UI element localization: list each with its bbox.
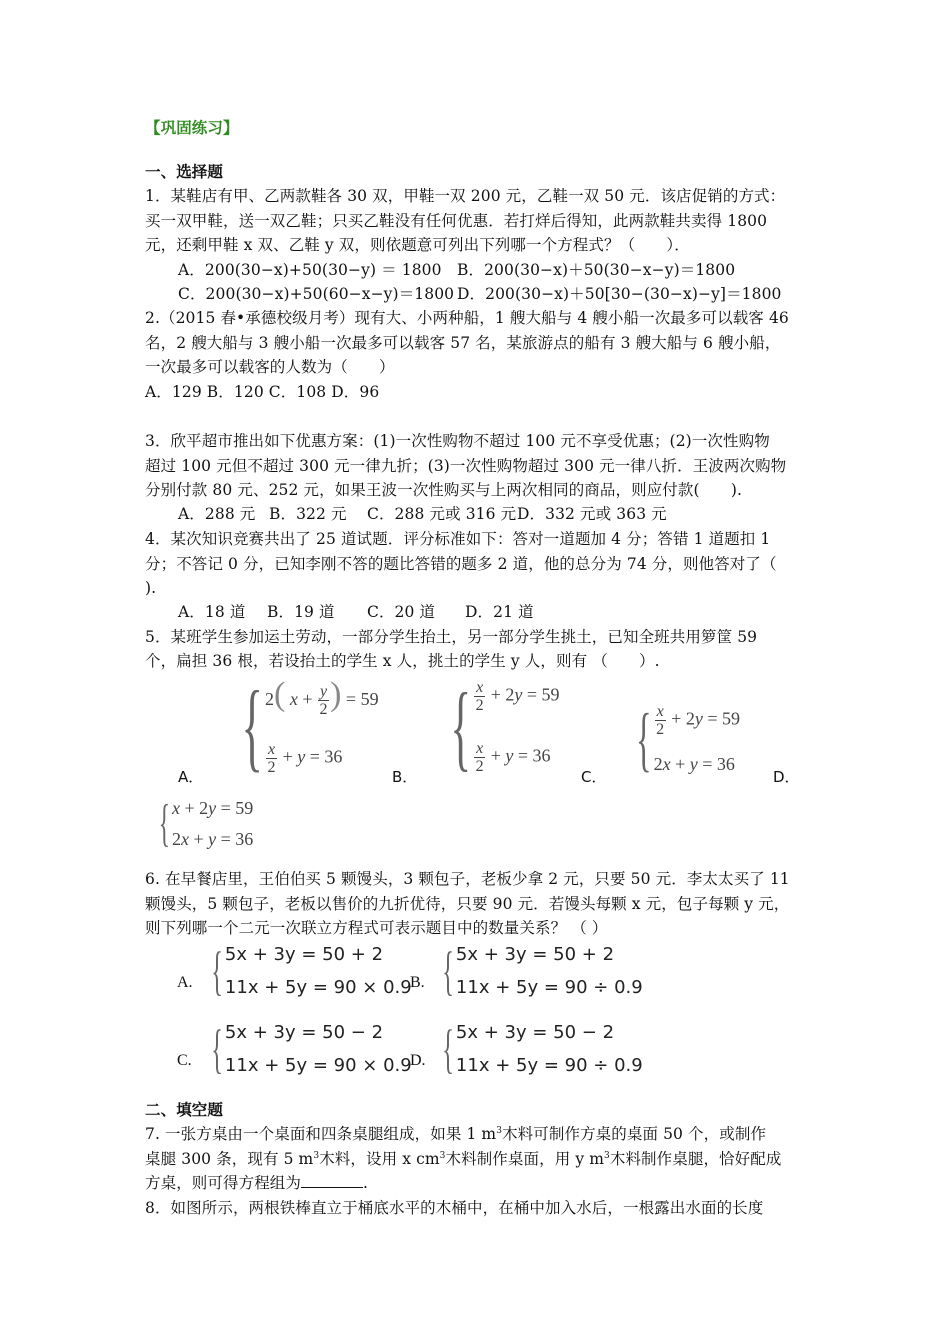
q2-line-2: 名，2 艘大船与 3 艘小船一次最多可以载客 57 名，某旅游点的船有 3 艘大船与 6 艘小船， bbox=[145, 334, 781, 352]
q6-d-eq2: 11x + 5y = 90 ÷ 0.9 bbox=[455, 1055, 643, 1076]
q5-c-eq1: $\frac{x}{2}$ + 2y = 59 bbox=[656, 703, 740, 738]
q6-a-eq1: 5x + 3y = 50 + 2 bbox=[224, 944, 384, 965]
q5-option-d-label: D． bbox=[773, 768, 800, 786]
q5-line-2: 个，扁担 36 根，若设抬土的学生 x 人，挑土的学生 y 人，则有 （ ）. bbox=[145, 652, 660, 670]
q2-line-1: 2.（2015 春•承德校级月考）现有大、小两种船，1 艘大船与 4 艘小船一次最多可以载客 46 bbox=[145, 309, 789, 327]
q6-b-eq1: 5x + 3y = 50 + 2 bbox=[455, 944, 615, 965]
q6-c-eq2: 11x + 5y = 90 × 0.9 bbox=[224, 1055, 412, 1076]
q6-option-a-label: A. bbox=[177, 974, 193, 991]
q7-line-2 bbox=[145, 1149, 781, 1169]
q4-option-d: D．21 道 bbox=[465, 603, 534, 621]
q7-line-1 bbox=[145, 1124, 766, 1144]
q7-text: 木料，设用 x cm bbox=[319, 1150, 440, 1168]
brace-icon: { bbox=[241, 670, 263, 781]
q1-option-a: A．200(30−x)+50(30−y) ＝ 1800 bbox=[178, 261, 442, 279]
brace-icon: { bbox=[211, 1019, 223, 1079]
q1-option-c: C．200(30−x)+50(60−x−y)＝1800 bbox=[178, 285, 455, 303]
q7-text: . bbox=[363, 1174, 369, 1192]
q5-a-eq2: $\frac{x}{2}$ + y = 36 bbox=[267, 741, 343, 776]
q7-line-3 bbox=[145, 1173, 368, 1193]
brace-icon: { bbox=[442, 1019, 454, 1079]
q6-d-eq1: 5x + 3y = 50 − 2 bbox=[455, 1022, 615, 1043]
q3-line-3: 分别付款 80 元、252 元，如果王波一次性购买与上两次相同的商品，则应付款( ). bbox=[145, 481, 743, 499]
exercise-heading: 【巩固练习】 bbox=[145, 119, 239, 137]
q5-d-eq1: x + 2y = 59 bbox=[171, 798, 254, 818]
q4-option-b: B．19 道 bbox=[267, 603, 335, 621]
brace-icon: { bbox=[636, 699, 652, 779]
q3-option-d: D．332 元或 363 元 bbox=[517, 505, 667, 523]
q3-line-1: 3．欣平超市推出如下优惠方案：(1)一次性购物不超过 100 元不享受优惠；(2)一次性购物 bbox=[145, 432, 770, 450]
section-multiple-choice: 一、选择题 bbox=[145, 163, 224, 181]
q5-option-d-system bbox=[145, 795, 254, 852]
q6-option-c-label: C. bbox=[177, 1052, 192, 1069]
q6-option-d-system bbox=[428, 1019, 643, 1079]
q5-a-eq1: 2( x + $\frac{y}{2}$ ) = 59 bbox=[265, 676, 379, 719]
q5-b-eq2: $\frac{x}{2}$ + y = 36 bbox=[475, 740, 551, 775]
q1-line-3: 元，还剩甲鞋 x 双、乙鞋 y 双，则依题意可列出下列哪一个方程式？（ ）． bbox=[145, 236, 690, 254]
brace-icon: { bbox=[450, 673, 472, 780]
superscript: 3 bbox=[439, 1150, 446, 1161]
q7-text: 7. 一张方桌由一个桌面和四条桌腿组成，如果 1 m bbox=[145, 1125, 497, 1143]
superscript: 3 bbox=[496, 1125, 503, 1136]
q6-a-eq2: 11x + 5y = 90 × 0.9 bbox=[224, 977, 412, 998]
q1-line-2: 买一双甲鞋，送一双乙鞋；只买乙鞋没有任何优惠．若打烊后得知，此两款鞋共卖得 1800 bbox=[145, 212, 768, 230]
q5-c-eq2: 2x + y = 36 bbox=[653, 754, 735, 774]
q4-option-c: C．20 道 bbox=[367, 603, 436, 621]
q5-option-a-label: A． bbox=[178, 768, 204, 786]
q3-line-2: 超过 100 元但不超过 300 元一律九折；(3)一次性购物超过 300 元一律八折．王波两次购物 bbox=[145, 457, 787, 475]
q1-option-b: B．200(30−x)＋50(30−x−y)＝1800 bbox=[457, 261, 736, 279]
q7-text: 桌腿 300 条，现有 5 m bbox=[145, 1150, 314, 1168]
q1-option-d: D．200(30−x)＋50[30−(30−x)−y]＝1800 bbox=[457, 285, 782, 303]
q6-option-a-system bbox=[197, 941, 412, 1001]
q6-line-3: 则下列哪一个二元一次联立方程式可表示题目中的数量关系？ （ ） bbox=[145, 919, 608, 937]
brace-icon: { bbox=[211, 941, 223, 1001]
q5-b-eq1: $\frac{x}{2}$ + 2y = 59 bbox=[475, 679, 560, 714]
q7-text: 木料制作桌面，用 y m bbox=[445, 1150, 605, 1168]
superscript: 3 bbox=[313, 1150, 320, 1161]
brace-icon: { bbox=[158, 795, 170, 852]
q5-d-eq2: 2x + y = 36 bbox=[171, 829, 254, 849]
q5-option-a-system bbox=[215, 670, 379, 781]
q5-option-c-system bbox=[617, 699, 740, 779]
superscript: 3 bbox=[604, 1150, 610, 1161]
q5-option-b-system bbox=[425, 673, 560, 780]
q4-option-a: A．18 道 bbox=[178, 603, 246, 621]
q6-line-1: 6. 在早餐店里，王伯伯买 5 颗馒头，3 颗包子，老板少拿 2 元，只要 50 元．李太太买了 11 bbox=[145, 870, 790, 888]
q8-line-1: 8．如图所示，两根铁棒直立于桶底水平的木桶中，在桶中加入水后，一根露出水面的长度 bbox=[145, 1199, 764, 1217]
q4-line-2: 分；不答记 0 分，已知李刚不答的题比答错的题多 2 道，他的总分为 74 分，则他答对了（ bbox=[145, 555, 777, 573]
brace-icon: { bbox=[442, 941, 454, 1001]
q4-line-1: 4．某次知识竞赛共出了 25 道试题．评分标准如下：答对一道题加 4 分；答错 1 道题扣 1 bbox=[145, 530, 771, 548]
q7-text: 方桌，则可得方程组为 bbox=[145, 1174, 302, 1192]
q6-option-b-system bbox=[428, 941, 643, 1001]
q6-line-2: 颗馒头，5 颗包子，老板以售价的九折优待，只要 90 元．若馒头每颗 x 元，包子每颗 y 元， bbox=[145, 895, 790, 913]
q2-line-3: 一次最多可以载客的人数为（ ） bbox=[145, 358, 395, 376]
section-fill-in-blank: 二、填空题 bbox=[145, 1101, 224, 1119]
q3-option-a: A．288 元 bbox=[178, 505, 256, 523]
q2-options: A．129 B．120 C．108 D．96 bbox=[145, 383, 380, 401]
q5-line-1: 5．某班学生参加运土劳动，一部分学生抬土，另一部分学生挑土，已知全班共用箩筐 59 bbox=[145, 628, 758, 646]
q7-text: 木料制作桌腿，恰好配成 bbox=[609, 1150, 782, 1168]
q3-option-b: B．322 元 bbox=[269, 505, 347, 523]
q6-c-eq1: 5x + 3y = 50 − 2 bbox=[224, 1022, 384, 1043]
answer-blank bbox=[301, 1173, 363, 1188]
q6-b-eq2: 11x + 5y = 90 ÷ 0.9 bbox=[455, 977, 643, 998]
q6-option-c-system bbox=[197, 1019, 412, 1079]
q6-option-d-label: D. bbox=[410, 1052, 426, 1069]
q6-option-b-label: B. bbox=[410, 974, 425, 991]
q4-line-3: ). bbox=[145, 579, 157, 597]
q5-option-b-label: B． bbox=[392, 768, 418, 786]
q7-text: 木料可制作方桌的桌面 50 个，或制作 bbox=[502, 1125, 767, 1143]
q1-line-1: 1．某鞋店有甲、乙两款鞋各 30 双，甲鞋一双 200 元，乙鞋一双 50 元．该店促销的方式： bbox=[145, 187, 786, 205]
q5-option-c-label: C． bbox=[581, 768, 607, 786]
q3-option-c: C．288 元或 316 元 bbox=[367, 505, 517, 523]
